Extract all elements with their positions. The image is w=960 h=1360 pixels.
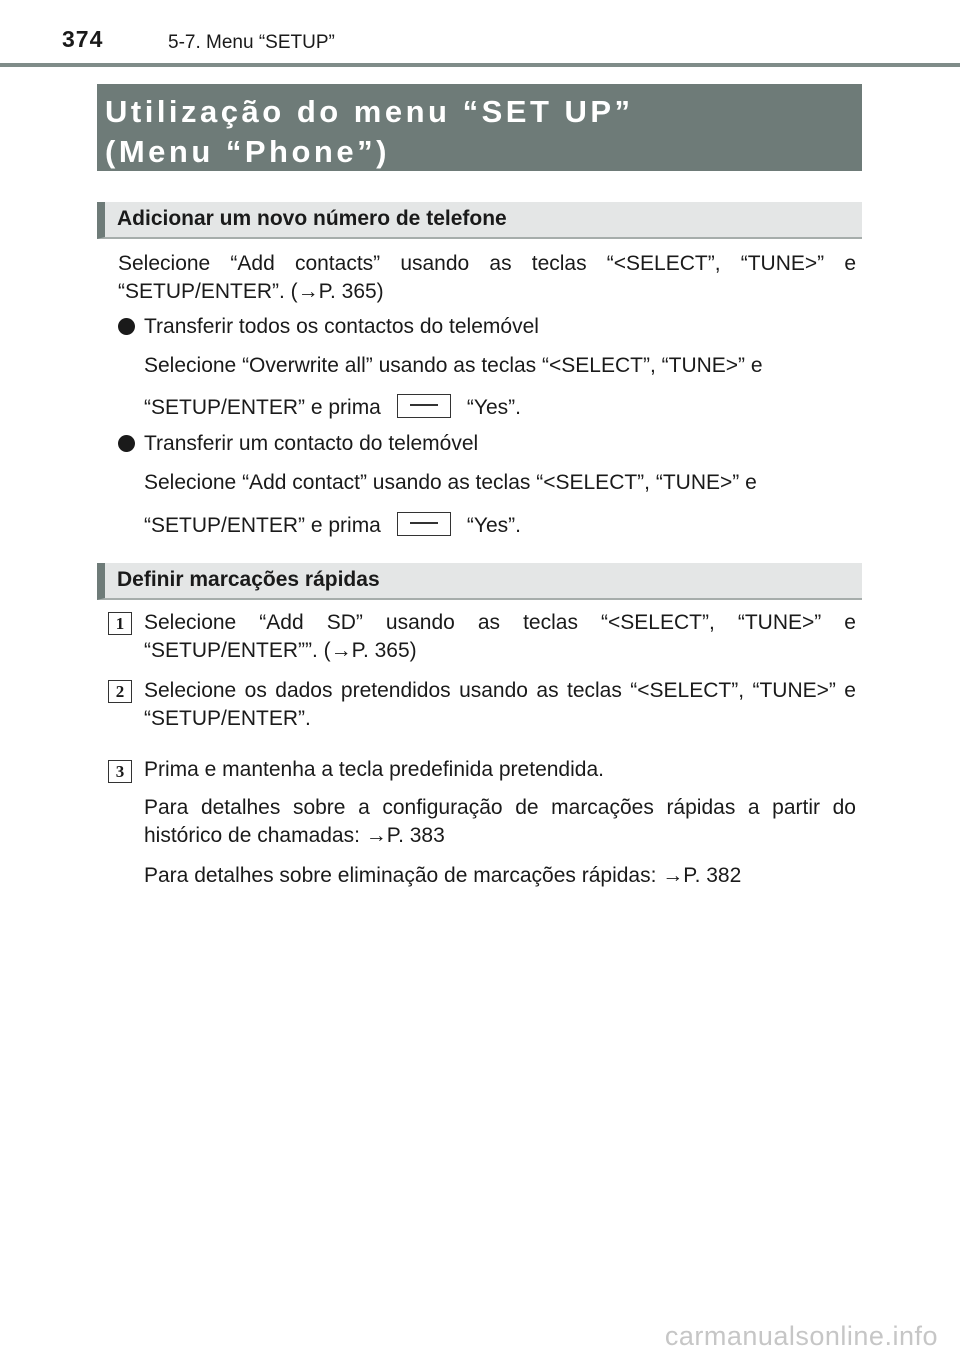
bullet1-body-line2: [144, 394, 521, 422]
page-number: 374: [62, 26, 104, 52]
bullet2-body-after: “Yes”.: [466, 514, 521, 537]
step-number-2: 2: [108, 680, 132, 703]
header-rule: [0, 63, 960, 67]
dial-key-icon: [397, 394, 451, 418]
step-3-note-1: Para detalhes sobre a configuração de marcações rápidas a partir do histórico de chamadas: →P. 383: [144, 796, 856, 847]
section-heading-add-number: Adicionar um novo número de telefone: [97, 202, 862, 239]
bullet-icon: [118, 435, 135, 452]
title-line-1: Utilização do menu “SET UP”: [105, 94, 634, 129]
step-2-text: Selecione os dados pretendidos usando as teclas “<SELECT”, “TUNE>” e “SETUP/ENTER”.: [144, 679, 856, 730]
chapter-title: 5-7. Menu “SETUP”: [168, 32, 335, 53]
bullet1-body-before: “SETUP/ENTER” e prima: [144, 396, 381, 419]
section1-intro: Selecione “Add contacts” usando as teclas “<SELECT”, “TUNE>” e “SETUP/ENTER”. (→P. 365): [118, 252, 856, 303]
dial-key-icon: [397, 512, 451, 536]
bullet1-body-after: “Yes”.: [466, 396, 521, 419]
section-heading-speed-dial: Definir marcações rápidas: [97, 563, 862, 600]
bullet2-body-line2: [144, 512, 521, 540]
step-3-text: Prima e mantenha a tecla predefinida pretendida.: [144, 758, 604, 781]
step-3-note-2: Para detalhes sobre eliminação de marcações rápidas: →P. 382: [144, 864, 742, 887]
step-1-text: Selecione “Add SD” usando as teclas “<SELECT”, “TUNE>” e “SETUP/ENTER””. (→P. 365): [144, 611, 856, 662]
step-number-3: 3: [108, 760, 132, 783]
title-banner: [97, 84, 862, 171]
bullet-icon: [118, 318, 135, 335]
bullet1-body-line1: Selecione “Overwrite all” usando as teclas “<SELECT”, “TUNE>” e: [144, 354, 763, 377]
watermark: carmanualsonline.info: [664, 1321, 938, 1351]
bullet-label: Transferir todos os contactos do telemóvel: [144, 315, 539, 338]
bullet-label: Transferir um contacto do telemóvel: [144, 432, 479, 455]
title-line-2: (Menu “Phone”): [105, 134, 390, 169]
step-number-1: 1: [108, 612, 132, 635]
bullet2-body-line1: Selecione “Add contact” usando as teclas “<SELECT”, “TUNE>” e: [144, 471, 757, 494]
bullet2-body-before: “SETUP/ENTER” e prima: [144, 514, 381, 537]
